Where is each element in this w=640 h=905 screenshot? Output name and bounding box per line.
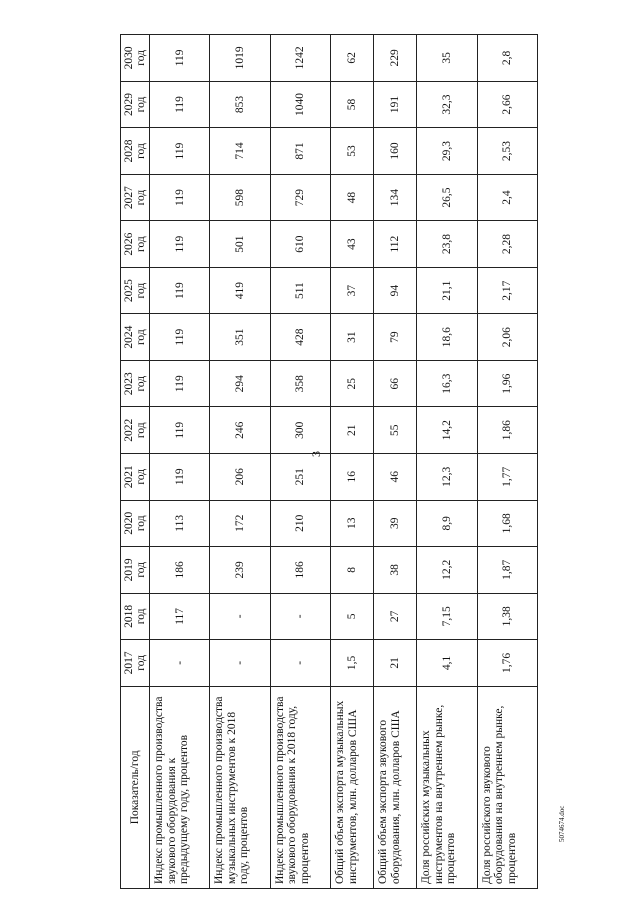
table-cell: 21,1: [417, 267, 477, 314]
table-cell: -: [150, 640, 210, 687]
header-year-number: 2019: [123, 558, 135, 582]
header-year: [121, 453, 150, 500]
table-cell: 239: [210, 547, 270, 594]
table-cell: 119: [150, 453, 210, 500]
indicator-table-container: [120, 34, 538, 889]
table-cell: 251: [270, 453, 330, 500]
table-cell: 501: [210, 221, 270, 268]
table-cell: 2,28: [477, 221, 537, 268]
table-cell: 37: [331, 267, 374, 314]
table-cell: 14,2: [417, 407, 477, 454]
header-year-suffix: год: [135, 96, 147, 113]
table-cell: 39: [374, 500, 417, 547]
table-cell: 210: [270, 500, 330, 547]
table-cell: 119: [150, 407, 210, 454]
table-cell: 610: [270, 221, 330, 268]
header-year-number: 2018: [123, 604, 135, 628]
header-year-number: 2027: [123, 186, 135, 210]
header-year-suffix: год: [135, 515, 147, 532]
table-cell: 25: [331, 360, 374, 407]
table-row: [417, 35, 477, 889]
table-cell: 8,9: [417, 500, 477, 547]
table-cell: 1040: [270, 81, 330, 128]
header-year: [121, 174, 150, 221]
header-year-number: 2020: [123, 511, 135, 535]
table-cell: 58: [331, 81, 374, 128]
table-row: [374, 35, 417, 889]
table-cell: 729: [270, 174, 330, 221]
table-cell: 871: [270, 128, 330, 175]
header-year-number: 2021: [123, 465, 135, 489]
header-year-suffix: год: [135, 468, 147, 485]
row-label: Общий объем экспорта звукового оборудования, млн. долларов США: [374, 686, 417, 888]
header-year-suffix: год: [135, 655, 147, 671]
table-cell: 62: [331, 35, 374, 82]
row-label: Доля российского звукового оборудования на внутреннем рынке, процентов: [477, 686, 537, 888]
header-year-number: 2023: [123, 372, 135, 396]
table-cell: 7,15: [417, 593, 477, 640]
table-cell: -: [210, 593, 270, 640]
table-cell: 351: [210, 314, 270, 361]
table-cell: 29,3: [417, 128, 477, 175]
table-cell: 1,77: [477, 453, 537, 500]
header-year-suffix: год: [135, 143, 147, 159]
table-cell: 172: [210, 500, 270, 547]
table-cell: 119: [150, 174, 210, 221]
header-year-number: 2028: [123, 139, 135, 163]
table-cell: 1019: [210, 35, 270, 82]
table-cell: 419: [210, 267, 270, 314]
table-cell: 38: [374, 547, 417, 594]
table-cell: 117: [150, 593, 210, 640]
table-cell: 5: [331, 593, 374, 640]
header-year: [121, 640, 150, 687]
table-cell: 16,3: [417, 360, 477, 407]
table-cell: 714: [210, 128, 270, 175]
table-cell: 1,68: [477, 500, 537, 547]
table-cell: 119: [150, 128, 210, 175]
table-cell: 206: [210, 453, 270, 500]
row-label: Доля российских музыкальных инструментов на внутреннем рынке, процентов: [417, 686, 477, 888]
table-cell: 134: [374, 174, 417, 221]
table-row: [150, 35, 210, 889]
table-row: [270, 35, 330, 889]
table-cell: 853: [210, 81, 270, 128]
table-cell: 246: [210, 407, 270, 454]
header-year-number: 2026: [123, 232, 135, 256]
table-cell: 13: [331, 500, 374, 547]
header-year: [121, 593, 150, 640]
table-cell: 112: [374, 221, 417, 268]
table-cell: 1,76: [477, 640, 537, 687]
row-label: Индекс промышленного производства звукового оборудования к 2018 году, процентов: [270, 686, 330, 888]
header-year-suffix: год: [135, 50, 147, 66]
table-cell: 66: [374, 360, 417, 407]
table-cell: 1,86: [477, 407, 537, 454]
document-id: 5074674.doc: [558, 805, 566, 842]
table-cell: 1,87: [477, 547, 537, 594]
table-cell: 598: [210, 174, 270, 221]
table-cell: 23,8: [417, 221, 477, 268]
header-year: [121, 500, 150, 547]
table-row: [210, 35, 270, 889]
table-cell: 32,3: [417, 81, 477, 128]
table-cell: 31: [331, 314, 374, 361]
table-cell: 35: [417, 35, 477, 82]
table-cell: 46: [374, 453, 417, 500]
table-row: [477, 35, 537, 889]
header-year: [121, 128, 150, 175]
table-cell: -: [270, 593, 330, 640]
table-cell: 12,2: [417, 547, 477, 594]
header-year-suffix: год: [135, 608, 147, 625]
table-cell: 21: [331, 407, 374, 454]
table-cell: 300: [270, 407, 330, 454]
header-year-number: 2024: [123, 325, 135, 349]
header-year-suffix: год: [135, 561, 147, 578]
table-cell: 27: [374, 593, 417, 640]
table-header-row: [121, 35, 150, 889]
table-cell: 119: [150, 267, 210, 314]
table-cell: 191: [374, 81, 417, 128]
table-cell: 186: [270, 547, 330, 594]
table-cell: 2,53: [477, 128, 537, 175]
header-indicator: Показатель/год: [121, 686, 150, 888]
header-year: [121, 81, 150, 128]
table-row: [331, 35, 374, 889]
table-cell: 4,1: [417, 640, 477, 687]
header-year: [121, 267, 150, 314]
table-cell: 2,06: [477, 314, 537, 361]
table-cell: 119: [150, 35, 210, 82]
indicator-table: [120, 34, 538, 889]
table-cell: 511: [270, 267, 330, 314]
table-body: [150, 35, 538, 889]
header-year-number: 2030: [123, 46, 135, 70]
header-year: [121, 221, 150, 268]
table-cell: 358: [270, 360, 330, 407]
table-cell: 119: [150, 360, 210, 407]
header-year-suffix: год: [135, 329, 147, 346]
table-cell: 113: [150, 500, 210, 547]
row-label: Индекс промышленного производства музыкальных инструментов к 2018 году, процентов: [210, 686, 270, 888]
table-cell: 2,4: [477, 174, 537, 221]
table-cell: 18,6: [417, 314, 477, 361]
table-cell: 186: [150, 547, 210, 594]
header-year: [121, 547, 150, 594]
header-year-number: 2022: [123, 418, 135, 442]
page-number: 3: [309, 451, 323, 457]
header-year-suffix: год: [135, 422, 147, 439]
table-cell: 160: [374, 128, 417, 175]
table-cell: 8: [331, 547, 374, 594]
header-year-suffix: год: [135, 282, 147, 299]
header-year: [121, 35, 150, 82]
table-cell: 53: [331, 128, 374, 175]
row-label: Общий объем экспорта музыкальных инструментов, млн. долларов США: [331, 686, 374, 888]
table-cell: 1,96: [477, 360, 537, 407]
table-cell: 26,5: [417, 174, 477, 221]
header-year-number: 2025: [123, 279, 135, 303]
table-cell: 1,38: [477, 593, 537, 640]
table-cell: 119: [150, 314, 210, 361]
table-cell: 1,5: [331, 640, 374, 687]
table-cell: 79: [374, 314, 417, 361]
table-cell: 428: [270, 314, 330, 361]
table-cell: -: [210, 640, 270, 687]
table-cell: 12,3: [417, 453, 477, 500]
table-cell: 94: [374, 267, 417, 314]
header-year: [121, 407, 150, 454]
table-cell: 55: [374, 407, 417, 454]
table-cell: 119: [150, 81, 210, 128]
table-cell: 2,66: [477, 81, 537, 128]
header-year-suffix: год: [135, 375, 147, 392]
row-label: Индекс промышленного производства звукового оборудования к предыдущему году, процентов: [150, 686, 210, 888]
table-cell: 2,8: [477, 35, 537, 82]
table-cell: 229: [374, 35, 417, 82]
header-year-number: 2017: [123, 651, 135, 675]
header-year: [121, 314, 150, 361]
header-year-number: 2029: [123, 93, 135, 116]
header-year-suffix: год: [135, 236, 147, 252]
table-cell: -: [270, 640, 330, 687]
header-year-suffix: год: [135, 189, 147, 206]
header-year: [121, 360, 150, 407]
table-cell: 16: [331, 453, 374, 500]
table-cell: 48: [331, 174, 374, 221]
table-cell: 2,17: [477, 267, 537, 314]
table-cell: 43: [331, 221, 374, 268]
table-cell: 119: [150, 221, 210, 268]
table-cell: 21: [374, 640, 417, 687]
table-cell: 1242: [270, 35, 330, 82]
table-cell: 294: [210, 360, 270, 407]
